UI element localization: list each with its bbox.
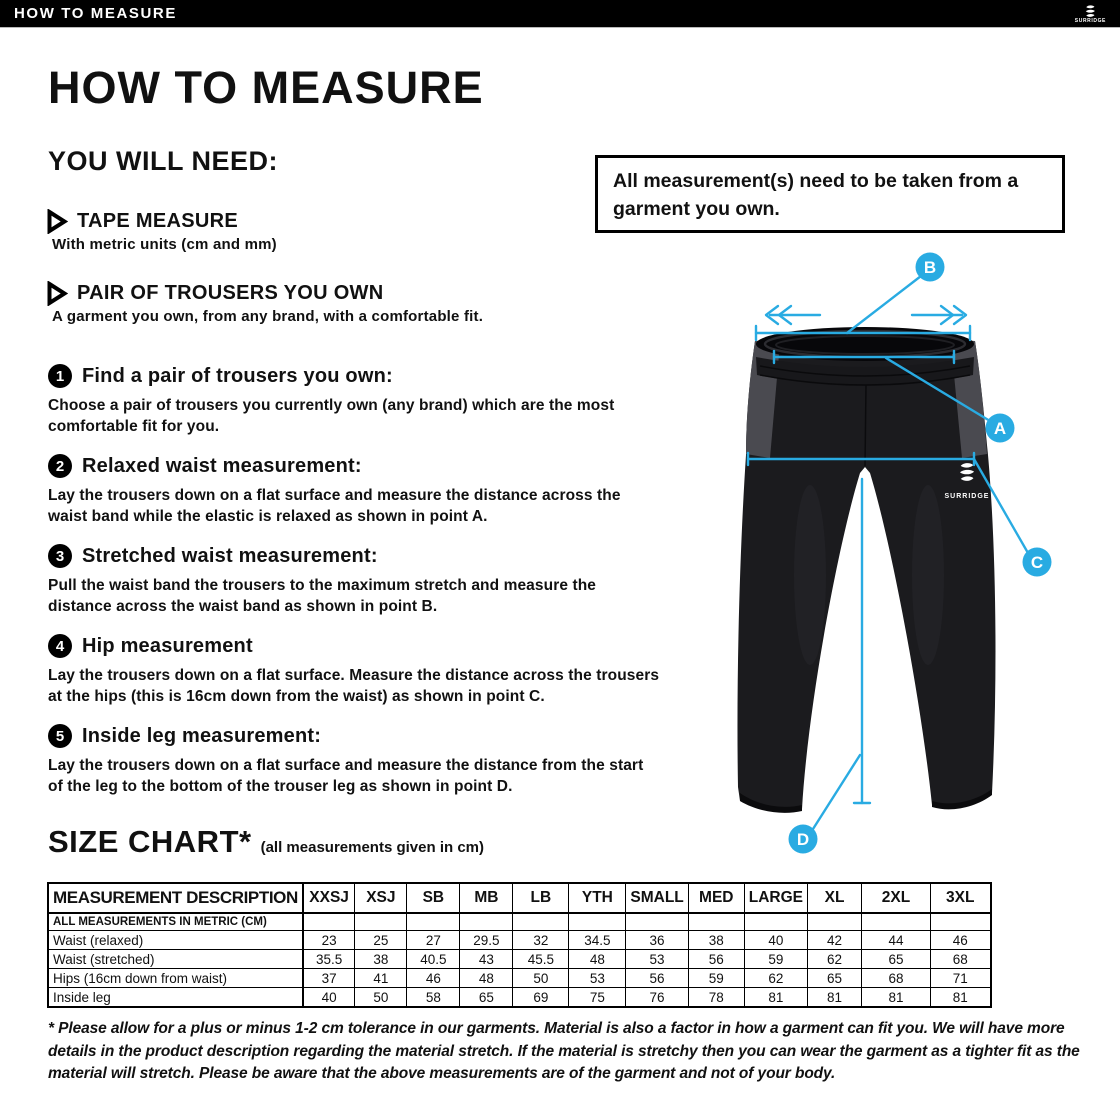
cell: 65: [862, 950, 931, 969]
cell: 42: [808, 931, 862, 950]
leader-line-d: [813, 755, 860, 829]
cell: 46: [931, 931, 991, 950]
size-chart-table: [47, 882, 992, 1008]
cell: 50: [513, 969, 569, 988]
column-header: LARGE: [744, 883, 807, 913]
cell: 59: [688, 969, 744, 988]
step-5: [48, 724, 660, 797]
metric-note: ALL MEASUREMENTS IN METRIC (CM): [48, 913, 303, 931]
row-label: Waist (stretched): [48, 950, 303, 969]
step-body: Pull the waist band the trousers to the maximum stretch and measure the distance across the waist band as shown in point B.: [48, 577, 597, 615]
surridge-logo: [1075, 4, 1106, 24]
step-number-badge: 1: [48, 364, 72, 388]
row-label: Inside leg: [48, 988, 303, 1008]
you-will-need-heading: YOU WILL NEED:: [48, 146, 279, 176]
table-row: [48, 931, 991, 950]
point-c-label: C: [1030, 553, 1044, 572]
cell: 50: [355, 988, 407, 1008]
cell: 81: [931, 988, 991, 1008]
cell: 48: [460, 969, 513, 988]
cell: 38: [688, 931, 744, 950]
cell: 53: [569, 969, 626, 988]
step-body: Lay the trousers down on a flat surface and measure the distance across the waist band while the elastic is relaxed as shown in point A.: [48, 487, 621, 525]
row-label: Waist (relaxed): [48, 931, 303, 950]
page-title: HOW TO MEASURE: [48, 62, 484, 113]
need-item-label: PAIR OF TROUSERS YOU OWN: [77, 282, 384, 304]
step-3: [48, 544, 660, 617]
cell: 40: [744, 931, 807, 950]
column-header: MEASUREMENT DESCRIPTION: [48, 883, 303, 913]
column-header: XL: [808, 883, 862, 913]
column-header: LB: [513, 883, 569, 913]
step-number-badge: 2: [48, 454, 72, 478]
cell: 41: [355, 969, 407, 988]
cell: 27: [407, 931, 460, 950]
column-header: XXSJ: [303, 883, 355, 913]
cell: 53: [626, 950, 688, 969]
step-body: Lay the trousers down on a flat surface. Measure the distance across the trousers at the hips (this is 16cm down from the waist) as shown in point C.: [48, 667, 660, 705]
trousers-measurement-diagram: [690, 245, 1100, 865]
point-d-label: D: [796, 830, 810, 849]
step-body: Choose a pair of trousers you currently own (any brand) which are the most comfortable fit for you.: [48, 397, 615, 435]
need-item-description: A garment you own, from any brand, with a comfortable fit.: [52, 308, 484, 325]
cell: 46: [407, 969, 460, 988]
cell: 25: [355, 931, 407, 950]
cell: 45.5: [513, 950, 569, 969]
cell: 23: [303, 931, 355, 950]
cell: 32: [513, 931, 569, 950]
cell: 71: [931, 969, 991, 988]
column-header: MED: [688, 883, 744, 913]
cell: 69: [513, 988, 569, 1008]
need-item-label: TAPE MEASURE: [77, 210, 239, 232]
cell: 76: [626, 988, 688, 1008]
cell: 44: [862, 931, 931, 950]
cell: 34.5: [569, 931, 626, 950]
table-row: [48, 950, 991, 969]
cell: 81: [744, 988, 807, 1008]
cell: 48: [569, 950, 626, 969]
step-heading: Find a pair of trousers you own:: [82, 364, 393, 387]
top-bar-title: HOW TO MEASURE: [14, 5, 177, 22]
step-heading: Relaxed waist measurement:: [82, 454, 362, 477]
step-heading: Stretched waist measurement:: [82, 544, 378, 567]
cell: 59: [744, 950, 807, 969]
step-1: [48, 364, 660, 437]
column-header: 3XL: [931, 883, 991, 913]
cell: 56: [626, 969, 688, 988]
cell: 65: [808, 969, 862, 988]
step-heading: Inside leg measurement:: [82, 724, 322, 747]
cell: 37: [303, 969, 355, 988]
cell: 81: [862, 988, 931, 1008]
table-header-row: [48, 883, 991, 913]
cell: 65: [460, 988, 513, 1008]
garment-logo-text: SURRIDGE: [944, 493, 990, 500]
need-item-trousers: [46, 281, 383, 306]
step-number-badge: 4: [48, 634, 72, 658]
cell: 29.5: [460, 931, 513, 950]
row-label: Hips (16cm down from waist): [48, 969, 303, 988]
table-row: [48, 988, 991, 1008]
step-number-badge: 5: [48, 724, 72, 748]
cell: 68: [862, 969, 931, 988]
cell: 62: [744, 969, 807, 988]
column-header: MB: [460, 883, 513, 913]
cell: 58: [407, 988, 460, 1008]
column-header: 2XL: [862, 883, 931, 913]
size-chart-title: SIZE CHART*: [48, 824, 252, 859]
tolerance-footnote: * Please allow for a plus or minus 1-2 cm tolerance in our garments. Material is also a factor in how a garment can fit you. We will have more details in the product description regarding the material stretch. If the material is stretchy then you can wear the garment as a tighter fit as the material will stretch. Please be aware that the above measurements are of the garment and not of your body.: [48, 1020, 1080, 1083]
step-body: Lay the trousers down on a flat surface and measure the distance from the start of the leg to the bottom of the trouser leg as shown in point D.: [48, 757, 644, 795]
step-number-badge: 3: [48, 544, 72, 568]
step-heading: Hip measurement: [82, 634, 253, 657]
point-a-label: A: [993, 419, 1007, 438]
cell: 68: [931, 950, 991, 969]
column-header: YTH: [569, 883, 626, 913]
cell: 36: [626, 931, 688, 950]
table-metric-note-row: [48, 913, 991, 931]
cell: 62: [808, 950, 862, 969]
cell: 78: [688, 988, 744, 1008]
cell: 43: [460, 950, 513, 969]
cell: 40.5: [407, 950, 460, 969]
cell: 40: [303, 988, 355, 1008]
need-item-description: With metric units (cm and mm): [52, 236, 277, 253]
table-row: [48, 969, 991, 988]
cell: 38: [355, 950, 407, 969]
column-header: SMALL: [626, 883, 688, 913]
cell: 35.5: [303, 950, 355, 969]
leader-line-b: [847, 276, 921, 333]
need-item-tape-measure: [46, 209, 238, 234]
column-header: XSJ: [355, 883, 407, 913]
top-bar: [0, 0, 1120, 28]
surridge-wordmark: SURRIDGE: [1074, 18, 1106, 24]
cell: 81: [808, 988, 862, 1008]
cell: 56: [688, 950, 744, 969]
measurement-note-box: All measurement(s) need to be taken from a garment you own.: [595, 155, 1065, 233]
triangle-bullet-icon: [46, 209, 68, 234]
cell: 75: [569, 988, 626, 1008]
surridge-s-icon: [1083, 4, 1097, 19]
triangle-bullet-icon: [46, 281, 68, 306]
column-header: SB: [407, 883, 460, 913]
size-chart-subtitle: (all measurements given in cm): [260, 839, 484, 856]
step-4: [48, 634, 660, 707]
size-chart-heading: [48, 824, 484, 860]
point-b-label: B: [923, 258, 937, 277]
step-2: [48, 454, 660, 527]
